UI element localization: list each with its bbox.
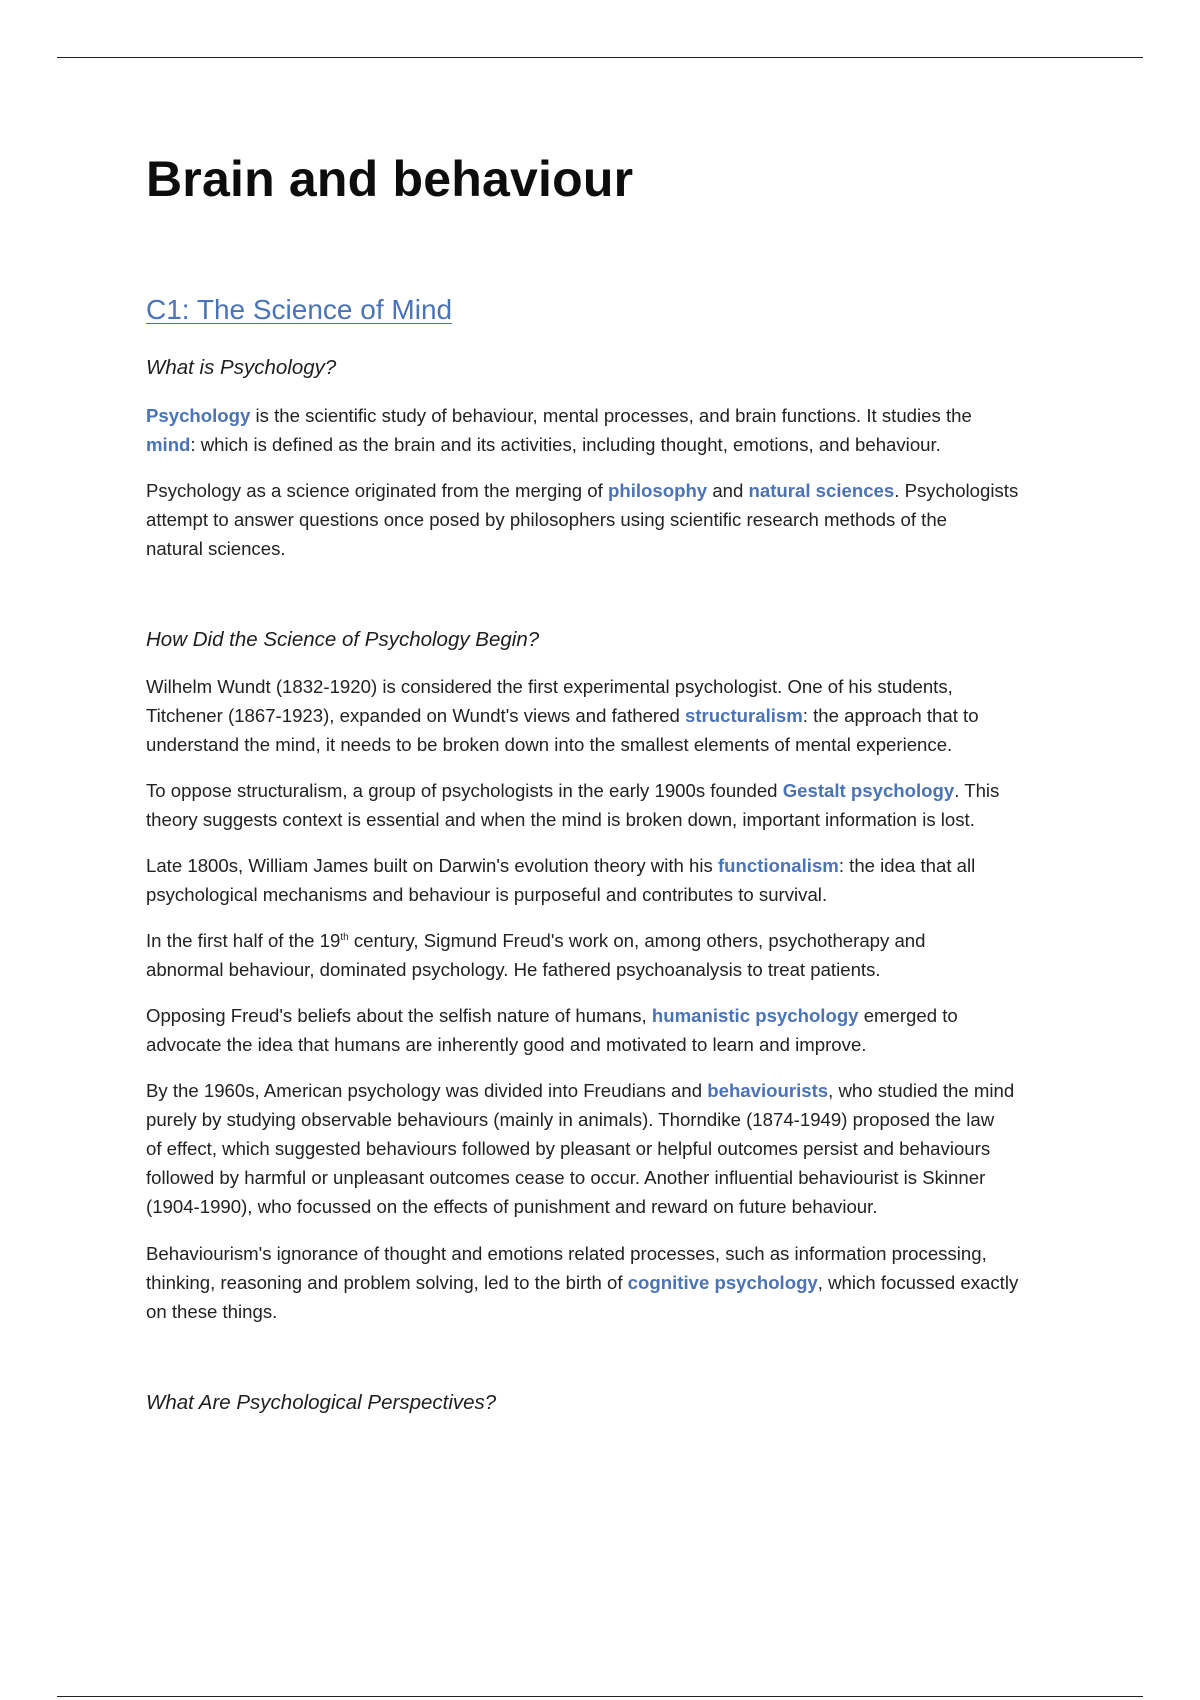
paragraph-wundt-structuralism: Wilhelm Wundt (1832-1920) is considered the first experimental psychologist. One of his students, Titchener (1867-1923), expanded on Wundt's views and fathered structuralism: the approach that to understand the mind, it needs to be broken down into the smallest elements of mental experience. <box>146 676 979 755</box>
term-natural-sciences: natural sciences <box>748 480 895 501</box>
term-humanistic-psychology: humanistic psychology <box>651 1005 859 1026</box>
paragraph-freud: In the first half of the 19th century, Sigmund Freud's work on, among others, psychotherapy and abnormal behaviour, dominated psychology. He fathered psychoanalysis to treat patients. <box>146 930 926 980</box>
term-functionalism: functionalism <box>717 855 839 876</box>
paragraph-gestalt: To oppose structuralism, a group of psychologists in the early 1900s founded Gestalt psychology. This theory suggests context is essential and when the mind is broken down, important information is lost. <box>146 780 1000 830</box>
paragraph-psychology-origins: Psychology as a science originated from the merging of philosophy and natural sciences. Psychologists attempt to answer questions once posed by philosophers using scientific research methods of the natural sciences. <box>146 480 1019 559</box>
top-rule <box>57 57 1143 58</box>
term-philosophy: philosophy <box>607 480 708 501</box>
term-behaviourists: behaviourists <box>707 1080 829 1101</box>
paragraph-behaviourism: By the 1960s, American psychology was divided into Freudians and behaviourists, who studied the mind purely by studying observable behaviours (mainly in animals). Thorndike (1874-1949) proposed the law of effect, which suggested behaviours followed by pleasant or helpful outcomes persist and behaviours followed by harmful or unpleasant outcomes cease to occur. Another influential behaviourist is Skinner (1904-1990), who focussed on the effects of punishment and reward on future behaviour. <box>146 1080 1015 1217</box>
chapter-heading[interactable]: C1: The Science of Mind <box>146 294 453 325</box>
section-heading-psychological-perspectives: What Are Psychological Perspectives? <box>146 1391 497 1414</box>
term-mind: mind <box>146 434 191 455</box>
paragraph-functionalism: Late 1800s, William James built on Darwin's evolution theory with his functionalism: the idea that all psychological mechanisms and behaviour is purposeful and contributes to survival. <box>146 855 976 905</box>
term-structuralism: structuralism <box>684 705 803 726</box>
document-title: Brain and behaviour <box>146 151 634 207</box>
term-psychology: Psychology <box>146 405 251 426</box>
bottom-rule <box>57 1696 1143 1697</box>
paragraph-humanistic: Opposing Freud's beliefs about the selfish nature of humans, humanistic psychology emerged to advocate the idea that humans are inherently good and motivated to learn and improve. <box>146 1005 958 1055</box>
term-cognitive-psychology: cognitive psychology <box>627 1272 818 1293</box>
section-heading-what-is-psychology: What is Psychology? <box>146 356 337 379</box>
paragraph-psychology-definition: Psychology is the scientific study of behaviour, mental processes, and brain functions. It studies the mind: which is defined as the brain and its activities, including thought, emotions, and behaviour. <box>146 405 972 455</box>
term-gestalt-psychology: Gestalt psychology <box>782 780 955 801</box>
paragraph-cognitive: Behaviourism's ignorance of thought and emotions related processes, such as information processing, thinking, reasoning and problem solving, led to the birth of cognitive psychology, which focussed exactly on these things. <box>146 1243 1019 1322</box>
section-heading-how-did-psychology-begin: How Did the Science of Psychology Begin? <box>146 628 540 651</box>
